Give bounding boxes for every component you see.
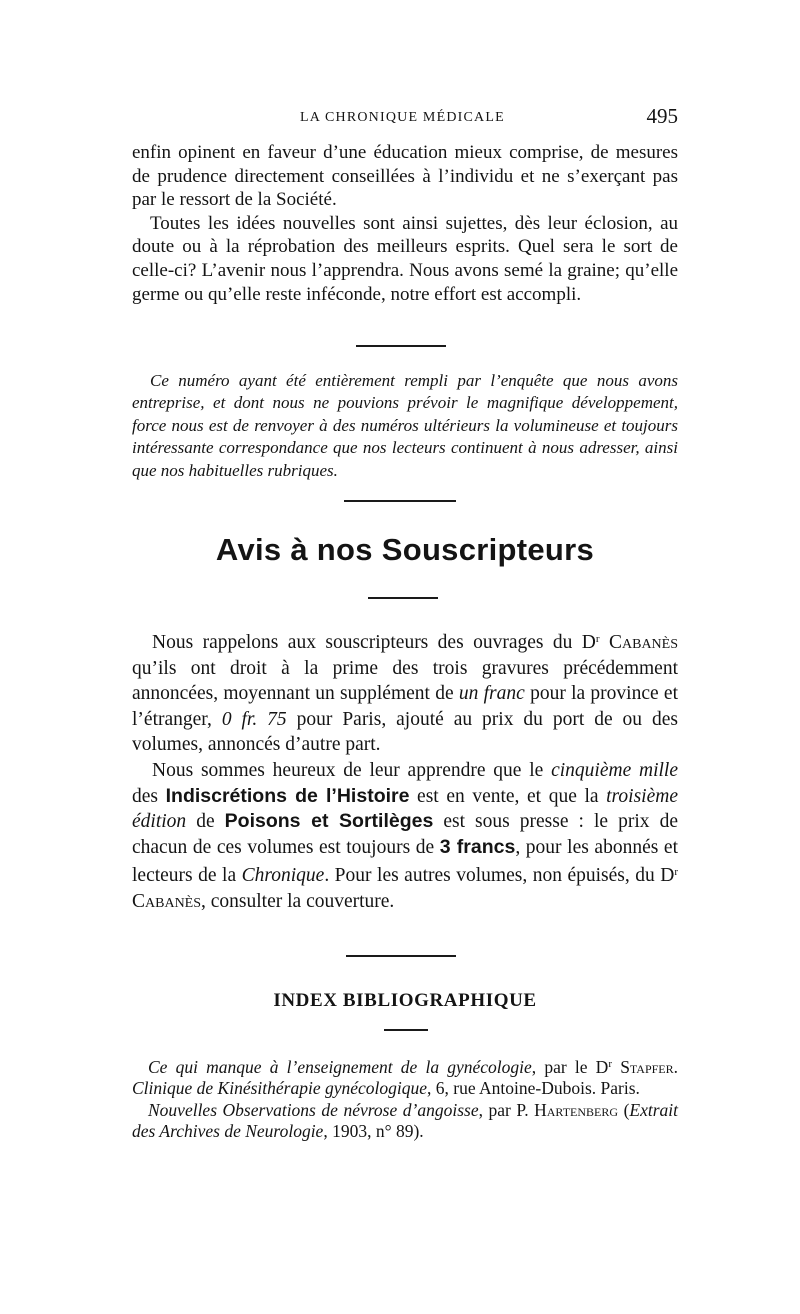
entry-source: Extrait des Archives de Neurologie — [132, 1099, 679, 1142]
text-run: , par P. — [478, 1099, 535, 1120]
text-run: , consulter la couverture. — [201, 890, 395, 912]
author-name: Stapfer — [620, 1057, 674, 1077]
text-run: , 1903, n° 89). — [323, 1121, 424, 1142]
superscript: r — [595, 633, 600, 645]
text-run: Nous sommes heureux de leur apprendre que le — [152, 759, 552, 781]
italic-text: cinquième mille — [551, 759, 679, 781]
price-bold: 3 francs — [439, 835, 516, 858]
text-run: qu’ils ont droit à la prime des trois gravures précédemment annoncées, moyennant un supplément de — [132, 657, 678, 705]
italic-price: 0 fr. 75 — [221, 708, 287, 730]
text-run: ( — [618, 1099, 630, 1120]
page-header — [132, 104, 678, 130]
text-run: de — [186, 811, 225, 833]
intro-paragraph-2: Toutes les idées nouvelles sont ainsi sujettes, dès leur éclosion, au doute ou à la réprobation des meilleurs esprits. Quel sera le sort de celle-ci? L’avenir nous l’apprendra. Nous avons semé la graine; qu’elle germe ou qu’elle reste inféconde, notre effort est accompli. — [132, 212, 678, 305]
text-run: pour la province et l’étranger, — [132, 683, 678, 730]
avis-paragraph-1 — [132, 627, 678, 758]
text-run: , pour les abonnés et lecteurs de la — [132, 836, 678, 887]
separator-rule-1 — [356, 345, 446, 347]
italic-text: troisième édition — [132, 785, 678, 833]
text-run: des — [132, 785, 166, 807]
author-name: Cabanès — [608, 632, 678, 653]
entry-title: Ce qui manque à l’enseignement de la gynécologie — [148, 1057, 532, 1077]
author-name: Cabanès — [132, 890, 202, 912]
separator-rule-2 — [344, 500, 456, 502]
separator-rule-4 — [346, 955, 456, 957]
text-run: , 6, rue Antoine-Dubois. Paris. — [427, 1078, 640, 1099]
entry-title: Nouvelles Observations de névrose d’angoisse — [148, 1099, 479, 1120]
text-run: . Pour les autres volumes, non épuisés, du D — [324, 865, 675, 887]
superscript: r — [608, 1058, 612, 1070]
avis-title: Avis à nos Souscripteurs — [215, 532, 595, 567]
avis-paragraph-2 — [132, 758, 678, 915]
text-run: est sous presse : le prix de chacun de ces volumes est toujours de — [132, 811, 678, 858]
intro-text — [132, 141, 678, 306]
index-title: INDEX BIBLIOGRAPHIQUE — [273, 990, 537, 1011]
entry-subtitle: Clinique de Kinésithérapie gynécologique — [132, 1078, 428, 1099]
bibliography-entry — [132, 1054, 678, 1100]
separator-rule-3 — [368, 597, 438, 599]
text-run: Nous rappelons aux souscripteurs des ouvrages du D — [152, 632, 596, 653]
bibliography-entry — [132, 1100, 678, 1143]
book-title: Poisons et Sortilèges — [224, 810, 434, 833]
author-name: Hartenberg — [534, 1099, 619, 1120]
text-run: est en vente, et que la — [409, 785, 607, 807]
editorial-notice: Ce numéro ayant été entièrement rempli par l’enquête que nous avons entreprise, et dont nous ne pouvions prévoir le magnifique développement, force nous est de renvoyer à des numéros ultérieurs la volumineuse et toujours intéressante correspondance que nos lecteurs continuent à nous adresser, ainsi que nos habituelles rubriques. — [132, 371, 678, 480]
intro-paragraph-1: enfin opinent en faveur d’une éducation mieux comprise, de mesures de prudence directement conseillées à l’individu et ne s’exerçant pas par le ressort de la Société. — [132, 142, 678, 211]
text-run: pour Paris, ajouté au prix du port de ou des volumes, annoncés d’autre part. — [132, 708, 678, 756]
italic-price: un franc — [458, 683, 525, 705]
page-number: 495 — [646, 104, 678, 128]
avis-body — [132, 627, 678, 915]
italic-text: Chronique — [241, 865, 325, 887]
book-title: Indiscrétions de l’Histoire — [165, 784, 410, 807]
superscript: r — [674, 866, 678, 879]
running-title: LA CHRONIQUE MÉDICALE — [300, 110, 505, 125]
separator-rule-5 — [384, 1029, 428, 1031]
bibliography — [132, 1054, 678, 1143]
text-run: , par le D — [531, 1057, 609, 1077]
text-run: . — [673, 1057, 679, 1077]
